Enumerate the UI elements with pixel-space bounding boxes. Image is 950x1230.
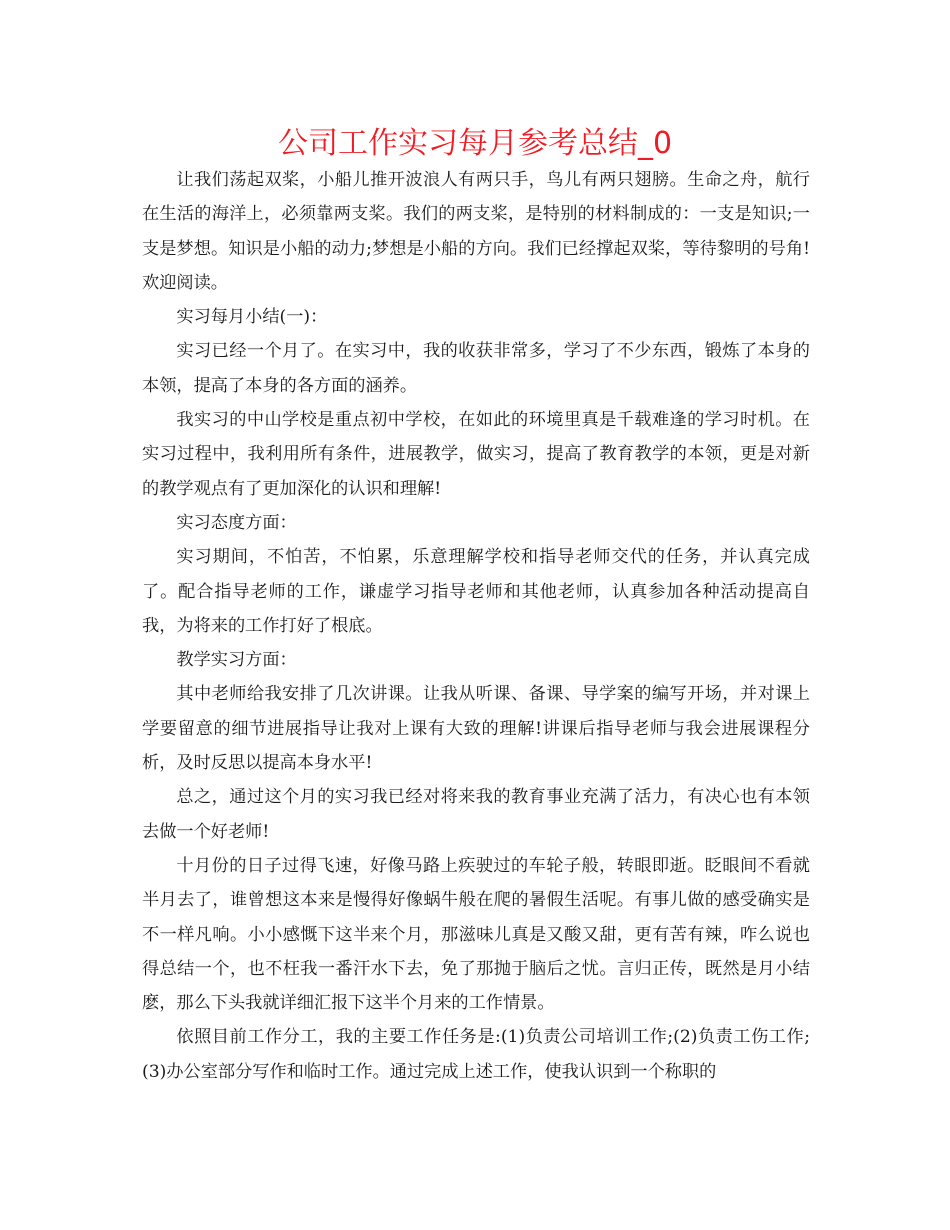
paragraph-conclusion: 总之，通过这个月的实习我已经对将来我的教育事业充满了活力，有决心也有本领去做一个好老师! (142, 787, 810, 842)
paragraph-october: 十月份的日子过得飞速，好像马路上疾驶过的车轮子般，转眼即逝。眨眼间不看就半月去了，谁曾想这本来是慢得好像蜗牛般在爬的暑假生活呢。有事儿做的感受确实是不一样凡响。小小感慨下这半来个月，那滋味儿真是又酸又甜，更有苦有辣，咋么说也得总结一个，也不枉我一番汗水下去，免了那抛于脑后之忧。言归正传，既然是月小结麽，那么下头我就详细汇报下这半个月来的工作情景。 (142, 855, 810, 1014)
heading-attitude: 实习态度方面： (176, 512, 297, 533)
document-title: 公司工作实习每月参考总结_0 (277, 126, 673, 161)
paragraph-one-month: 实习已经一个月了。在实习中，我的收获非常多，学习了不少东西，锻炼了本身的本领，提高了本身的各方面的涵养。 (142, 341, 810, 396)
paragraph-school: 我实习的中山学校是重点初中学校，在如此的环境里真是千载难逢的学习时机。在实习过程中，我利用所有条件，进展教学，做实习，提高了教育教学的本领，更是对新的教学观点有了更加深化的认识和理解! (142, 410, 810, 499)
paragraph-attitude: 实习期间，不怕苦，不怕累，乐意理解学校和指导老师交代的任务，并认真完成了。配合指导老师的工作，谦虚学习指导老师和其他老师，认真参加各种活动提高自我，为将来的工作打好了根底。 (142, 547, 810, 636)
paragraph-duties: 依照目前工作分工，我的主要工作任务是:(1)负责公司培训工作;(2)负责工伤工作;(3)办公室部分写作和临时工作。通过完成上述工作，使我认识到一个称职的 (142, 1027, 810, 1082)
paragraph-teaching: 其中老师给我安排了几次讲课。让我从听课、备课、导学案的编写开场，并对课上学要留意的细节进展指导让我对上课有大致的理解!讲课后指导老师与我会进展课程分析，及时反思以提高本身水平! (142, 684, 810, 774)
heading-teaching: 教学实习方面： (176, 650, 297, 671)
document-body (142, 163, 810, 1089)
paragraph-intro: 让我们荡起双桨，小船儿推开波浪人有两只手，鸟儿有两只翅膀。生命之舟，航行在生活的海洋上，必须靠两支桨。我们的两支桨，是特别的材料制成的：一支是知识;一支是梦想。知识是小船的动力;梦想是小船的方向。我们已经撑起双桨，等待黎明的号角!欢迎阅读。 (142, 170, 810, 293)
heading-monthly-summary-1: 实习每月小结(一)： (176, 307, 328, 328)
